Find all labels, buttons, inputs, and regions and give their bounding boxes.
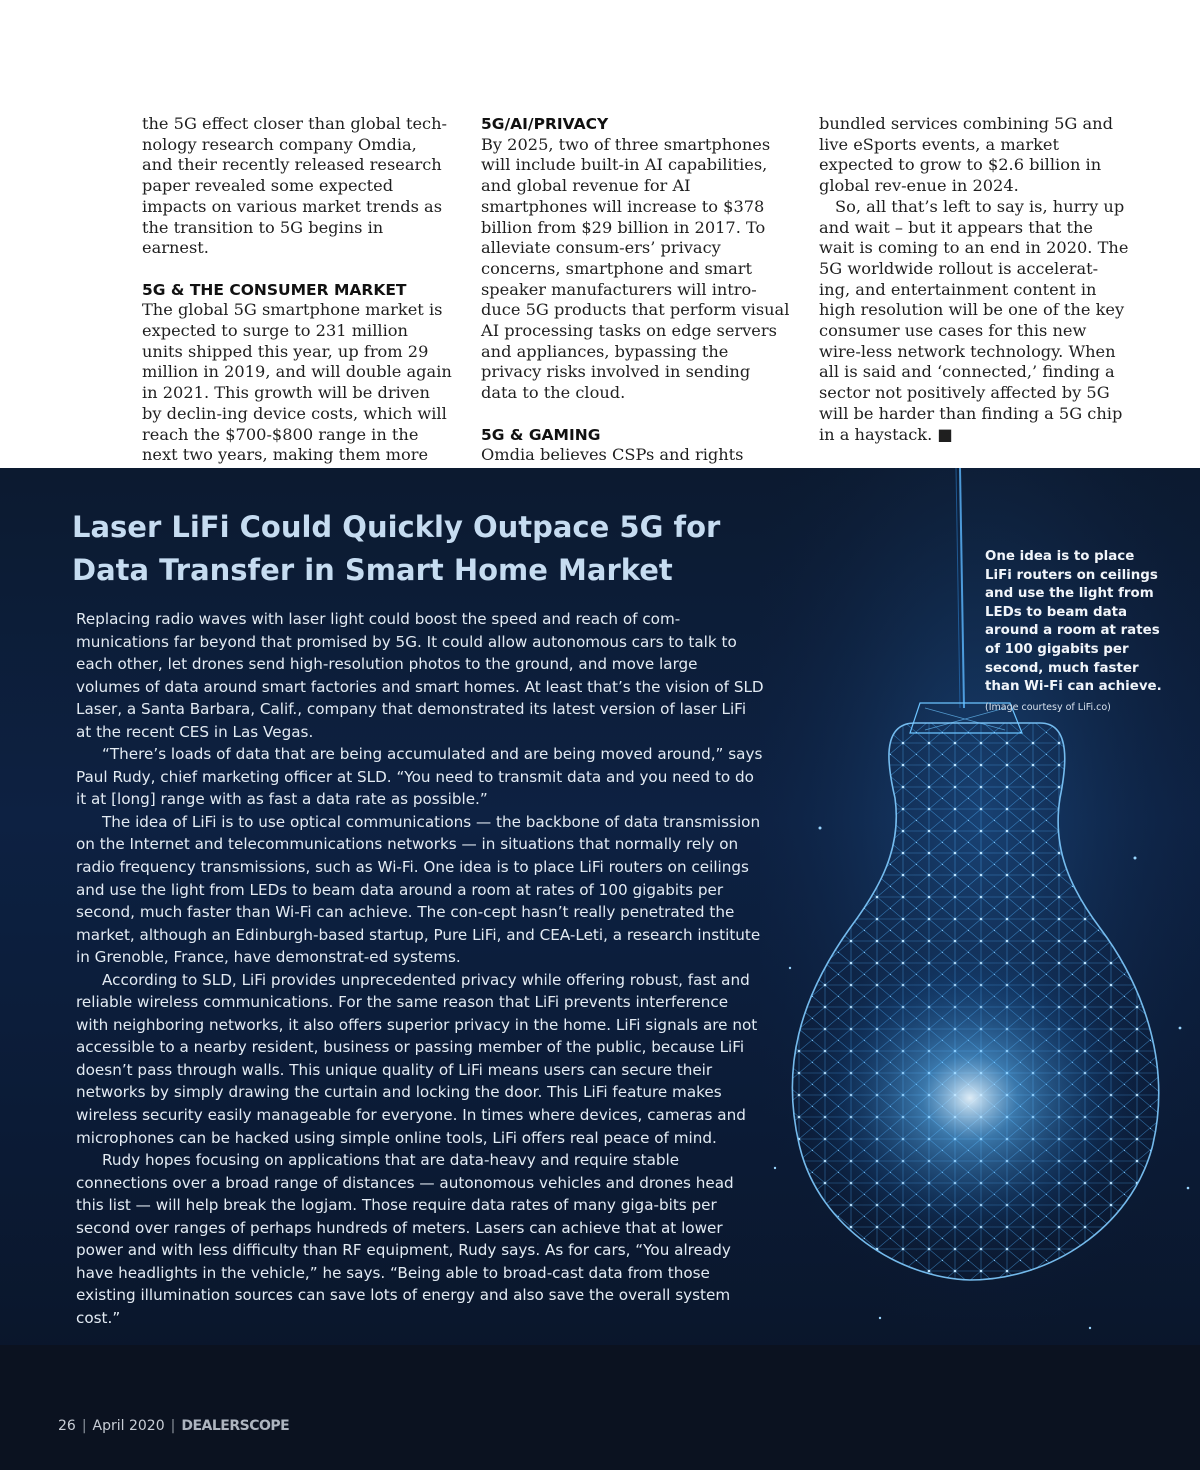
col3-paragraph-1: bundled services combining 5G and live eSports events, a market expected to grow to $2.6 billion in global rev-enue in 2024. <box>819 114 1113 196</box>
footer-separator: | <box>170 1418 176 1434</box>
panel-footer-band <box>0 1345 1200 1470</box>
feature-headline: Laser LiFi Could Quickly Outpace 5G for Data Transfer in Smart Home Market <box>72 510 721 587</box>
feature-paragraph: Replacing radio waves with laser light could boost the speed and reach of com-munications far beyond that promised by 5G. It could allow autonomous cars to talk to each other, let drones send high-resolution photos to the ground, and move large volumes of data around smart factories and smart homes. At least that’s the vision of SLD Laser, a Santa Barbara, Calif., company that demonstrated its latest version of laser LiFi at the recent CES in Las Vegas. <box>76 610 764 741</box>
feature-paragraph: According to SLD, LiFi provides unprecedented privacy while offering robust, fast and reliable wireless communications. For the same reason that LiFi prevents interference with neighboring networks, it also offers superior privacy in the home. LiFi signals are not accessible to a nearby resident, business or passing member of the public, because LiFi doesn’t pass through walls. This unique quality of LiFi means users can secure their networks by simply drawing the curtain and locking the door. This LiFi feature makes wireless security easily manageable for everyone. In times where devices, cameras and microphones can be hacked using simple online tools, LiFi offers real peace of mind. <box>76 970 758 1147</box>
column-1 <box>142 114 452 487</box>
feature-paragraph: Rudy hopes focusing on applications that are data-heavy and require stable connections over a broad range of distances — autonomous vehicles and drones head this list — will help break the logjam. Those require data rates of many giga-bits per second over ranges of perhaps hundreds of meters. Lasers can achieve that at lower power and with less difficulty than RF equipment, Rudy says. As for cars, “You already have headlights in the vehicle,” he says. “Being able to broad-cast data from those existing illumination sources can save lots of energy and also save the overall system cost.” <box>76 1151 734 1327</box>
col2-heading-gaming: 5G & GAMING <box>481 425 601 444</box>
col2-body-gaming: Omdia believes CSPs and rights <box>481 445 744 465</box>
col1-heading: 5G & THE CONSUMER MARKET <box>142 280 407 299</box>
column-3 <box>819 114 1129 445</box>
page-number: 26 <box>58 1418 76 1434</box>
col2-heading-ai-privacy: 5G/AI/PRIVACY <box>481 115 609 133</box>
image-caption: One idea is to place LiFi routers on ceilings and use the light from LEDs to beam data around a room at rates of 100 gigabits per second, much faster than Wi-Fi can achieve. <box>985 549 1162 695</box>
col2-body-ai-privacy: By 2025, two of three smartphones will include built-in AI capabilities, and global revenue for AI smartphones will increase to $378 billion from $29 billion in 2017. To alleviate consum-ers’ privacy concerns, smartphone and smart speaker manufacturers will intro-duce 5G products that perform visual AI processing tasks on edge servers and appliances, bypassing the privacy risks involved in sending data to the cloud. <box>481 134 790 403</box>
col1-body: The global 5G smartphone market is expected to surge to 231 million units shipped this year, up from 29 million in 2019, and will double again in 2021. This growth will be driven by declin-ing device costs, which will reach the $700-$800 range in the next two years, making them more <box>142 300 452 465</box>
magazine-brand: DEALERSCOPE <box>181 1418 290 1434</box>
page-footer <box>58 1418 289 1434</box>
feature-body <box>76 608 764 1330</box>
image-credit: (Image courtesy of LiFi.co) <box>985 702 1111 713</box>
col1-intro: the 5G effect closer than global tech-nology research company Omdia, and their recently released research paper revealed some expected impacts on various market trends as the transition to 5G begins in earnest. <box>142 114 447 258</box>
col3-paragraph-2: So, all that’s left to say is, hurry up and wait – but it appears that the wait is coming to an end in 2020. The 5G worldwide rollout is accelerat-ing, and entertainment content in high resolution will be one of the key consumer use cases for this new wire-less network technology. When all is said and ‘connected,’ finding a sector not positively affected by 5G will be harder than finding a 5G chip in a haystack. ■ <box>819 196 1129 444</box>
column-2 <box>481 114 791 487</box>
issue-date: April 2020 <box>92 1418 165 1434</box>
feature-paragraph: The idea of LiFi is to use optical communications — the backbone of data transmission on the Internet and telecommunications networks — in situations that normally rely on radio frequency transmissions, such as Wi-Fi. One idea is to place LiFi routers on ceilings and use the light from LEDs to beam data around a room at rates of 100 gigabits per second, much faster than Wi-Fi can achieve. The con-cept hasn’t really penetrated the market, although an Edinburgh-based startup, Pure LiFi, and CEA-Leti, a research institute in Grenoble, France, have demonstrat-ed systems. <box>76 812 761 967</box>
footer-separator: | <box>81 1418 87 1434</box>
feature-paragraph: “There’s loads of data that are being accumulated and are being moved around,” says Paul Rudy, chief marketing officer at SLD. “You need to transmit data and you need to do it at [long] range with as fast a data rate as possible.” <box>76 745 763 809</box>
